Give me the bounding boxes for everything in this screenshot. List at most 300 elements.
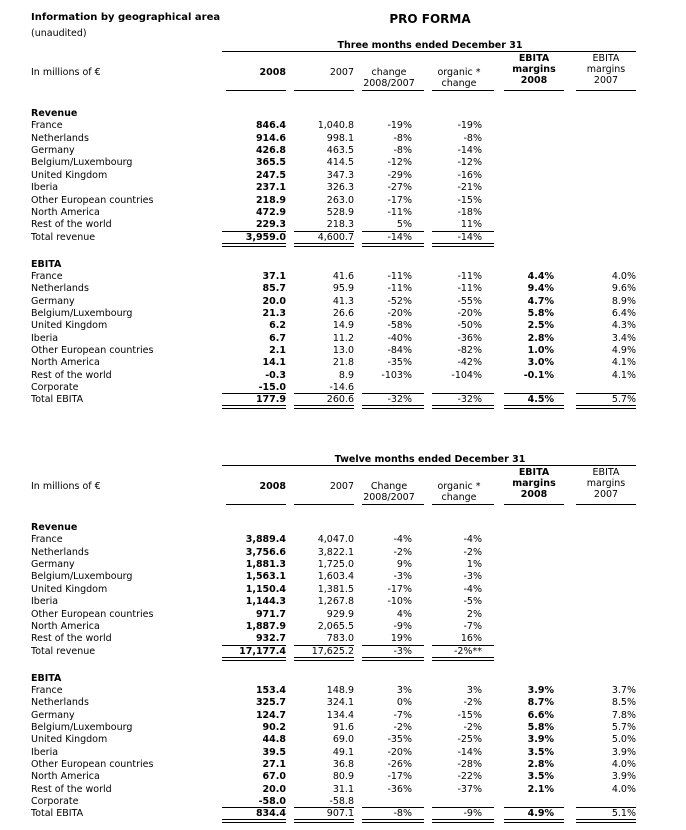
margin-2007-value: 3.9% [611, 746, 636, 758]
row-label: North America [31, 620, 100, 632]
row-label: Iberia [31, 596, 59, 608]
change-value: -35% [387, 734, 412, 746]
header-underline [576, 90, 636, 91]
value-2008: 124.7 [255, 709, 286, 721]
organic-change-value: -15% [457, 709, 482, 721]
value-2007: 26.6 [332, 308, 354, 319]
margin-2008-value: 8.7% [527, 697, 554, 709]
margin-2007-value: 4.1% [611, 369, 636, 381]
change-value: 5% [396, 219, 412, 231]
total-ebita-margin-2007: 5.7% [611, 394, 636, 406]
value-2007: 463.5 [326, 145, 354, 157]
value-2008: 218.9 [255, 194, 286, 206]
value-2008: 237.1 [255, 182, 286, 194]
total-revenue-organic: -2%** [454, 645, 482, 657]
row-label: France [31, 270, 63, 282]
margin-2008-value: 6.6% [527, 709, 554, 721]
row-label: Belgium/Luxembourg [31, 308, 133, 319]
margin-2008-value: 2.8% [527, 759, 554, 770]
organic-change-header: change [441, 492, 477, 503]
margin-2007-value: 9.6% [611, 283, 636, 295]
value-2007: 218.3 [326, 219, 354, 231]
row-label: United Kingdom [31, 320, 108, 332]
value-2008: 1,881.3 [245, 559, 286, 571]
row-label: Other European countries [31, 608, 154, 620]
change-value: -20% [387, 308, 412, 319]
total-double-line [294, 657, 354, 661]
row-label: North America [31, 771, 100, 783]
value-2008: 365.5 [255, 157, 286, 169]
organic-change-value: 3% [466, 684, 482, 696]
value-2008: 426.8 [255, 145, 286, 157]
total-revenue-label: Total revenue [31, 645, 96, 657]
change-value: 0% [396, 697, 412, 709]
value-2008: 37.1 [262, 270, 286, 282]
change-value: -10% [387, 596, 412, 608]
margin-2008-value: 2.5% [527, 320, 554, 332]
value-2007: 528.9 [326, 206, 354, 218]
total-double-line [222, 819, 286, 823]
margin-2007-value: 4.9% [611, 345, 636, 356]
value-2008: 932.7 [255, 633, 286, 645]
organic-change-value: -21% [457, 182, 482, 194]
row-label: France [31, 120, 63, 132]
row-label: Iberia [31, 332, 59, 344]
organic-change-value: -22% [457, 771, 482, 783]
row-label: France [31, 534, 63, 546]
value-2008: 846.4 [255, 120, 286, 132]
year-2008-header: 2008 [259, 481, 286, 492]
change-value: -84% [387, 345, 412, 356]
value-2007: 95.9 [332, 283, 354, 295]
row-label: Rest of the world [31, 633, 112, 645]
organic-change-value: -25% [457, 734, 482, 746]
organic-change-value: -16% [457, 169, 482, 181]
year-2008-header: 2008 [259, 67, 286, 78]
ebita-heading: EBITA [31, 258, 62, 270]
value-2007: 1,381.5 [317, 583, 354, 595]
value-2007: 31.1 [332, 783, 354, 795]
organic-change-value: -50% [457, 320, 482, 332]
row-label: North America [31, 357, 100, 369]
change-value: 3% [396, 684, 412, 696]
ebita-margins-2007-header: EBITA [592, 53, 620, 64]
organic-change-value: -55% [457, 295, 482, 307]
organic-change-value: -15% [457, 194, 482, 206]
total-revenue-change: -3% [393, 645, 412, 657]
organic-change-value: -14% [457, 746, 482, 758]
unit-label: In millions of € [31, 481, 101, 492]
value-2007: 148.9 [326, 684, 354, 696]
change-value: -19% [387, 120, 412, 132]
change-value: -11% [387, 270, 412, 282]
row-label: Netherlands [31, 697, 89, 709]
total-ebita-margin-2008: 4.5% [527, 394, 554, 406]
pro-forma-title: PRO FORMA [389, 12, 471, 26]
doc-subtitle: (unaudited) [31, 28, 87, 39]
year-2007-header: 2007 [329, 481, 354, 492]
row-label: United Kingdom [31, 169, 108, 181]
value-2008: 914.6 [255, 132, 286, 144]
margin-2007-value: 6.4% [611, 308, 636, 319]
value-2008: 6.7 [269, 332, 286, 344]
organic-change-value: -4% [463, 534, 482, 546]
organic-change-value: -2% [463, 722, 482, 733]
ebita-heading: EBITA [31, 672, 62, 684]
change-value: 19% [390, 633, 412, 645]
total-double-line [432, 243, 494, 247]
value-2008: 21.3 [262, 308, 286, 319]
total-ebita-margin-2008: 4.9% [527, 808, 554, 820]
row-label: United Kingdom [31, 734, 108, 746]
period-underline [222, 51, 636, 52]
organic-change-value: -20% [457, 308, 482, 319]
value-2007: 91.6 [332, 722, 354, 733]
total-double-line [504, 405, 564, 409]
organic-change-value: 1% [466, 559, 482, 571]
margin-2008-value: 3.0% [527, 357, 554, 369]
value-2008: 153.4 [255, 684, 286, 696]
value-2007: 929.9 [326, 608, 354, 620]
value-2008: 44.8 [262, 734, 286, 746]
total-revenue-organic: -14% [457, 231, 482, 243]
organic-change-header: organic * [437, 481, 481, 492]
margin-2007-value: 3.7% [611, 684, 636, 696]
row-label: Netherlands [31, 132, 89, 144]
row-label: France [31, 684, 63, 696]
margin-2007-value: 5.0% [611, 734, 636, 746]
value-2008: 14.1 [262, 357, 286, 369]
row-label: Rest of the world [31, 369, 112, 381]
change-value: 9% [396, 559, 412, 571]
row-label: Corporate [31, 382, 79, 394]
row-label: Germany [31, 709, 75, 721]
value-2007: 69.0 [332, 734, 354, 746]
row-label: Netherlands [31, 546, 89, 558]
total-ebita-label: Total EBITA [31, 394, 84, 406]
change-value: -17% [387, 583, 412, 595]
row-label: Germany [31, 295, 75, 307]
total-revenue-2007: 4,600.7 [317, 231, 354, 243]
total-double-line [294, 819, 354, 823]
change-value: -20% [387, 746, 412, 758]
total-double-line [576, 405, 636, 409]
total-double-line [294, 243, 354, 247]
total-ebita-2007: 907.1 [326, 808, 354, 820]
organic-change-value: -3% [463, 571, 482, 583]
value-2007: 134.4 [326, 709, 354, 721]
change-value: 4% [396, 608, 412, 620]
row-label: Other European countries [31, 345, 154, 356]
margin-2007-value: 3.4% [611, 332, 636, 344]
change-value: -2% [393, 722, 412, 733]
change-header: Change [370, 481, 408, 492]
value-2008: 3,756.6 [245, 546, 286, 558]
row-label: Corporate [31, 796, 79, 808]
value-2007: 414.5 [326, 157, 354, 169]
ebita-margins-2007-header: EBITA [592, 467, 620, 478]
total-double-line [432, 819, 494, 823]
value-2007: 80.9 [332, 771, 354, 783]
value-2008: 2.1 [269, 345, 286, 356]
row-label: Belgium/Luxembourg [31, 571, 133, 583]
margin-2007-value: 8.5% [611, 697, 636, 709]
margin-2008-value: 9.4% [527, 283, 554, 295]
header-underline [504, 504, 564, 505]
margin-2008-value: 4.4% [527, 270, 554, 282]
row-label: Rest of the world [31, 219, 112, 231]
header-underline [226, 90, 286, 91]
organic-change-header: change [441, 78, 477, 89]
margin-2007-value: 4.0% [611, 783, 636, 795]
value-2008: 27.1 [262, 759, 286, 770]
change-value: -17% [387, 194, 412, 206]
value-2008: 247.5 [255, 169, 286, 181]
row-label: Rest of the world [31, 783, 112, 795]
ebita-margins-2008-header: EBITA [518, 467, 550, 478]
change-value: -12% [387, 157, 412, 169]
total-ebita-label: Total EBITA [31, 808, 84, 820]
change-value: -8% [393, 145, 412, 157]
change-value: -11% [387, 206, 412, 218]
organic-change-value: 11% [460, 219, 482, 231]
change-value: -4% [393, 534, 412, 546]
value-2007: 41.3 [332, 295, 354, 307]
value-2007: -14.6 [329, 382, 354, 394]
period-underline [222, 465, 636, 466]
value-2008: 67.0 [262, 771, 286, 783]
organic-change-value: -28% [457, 759, 482, 770]
organic-change-value: -7% [463, 620, 482, 632]
change-value: -3% [393, 571, 412, 583]
revenue-heading: Revenue [31, 522, 78, 533]
total-ebita-2008: 177.9 [255, 394, 286, 406]
organic-change-value: -11% [457, 283, 482, 295]
value-2007: 263.0 [326, 194, 354, 206]
change-value: -40% [387, 332, 412, 344]
row-label: North America [31, 206, 100, 218]
year-2007-header: 2007 [329, 67, 354, 78]
header-underline [226, 504, 286, 505]
total-ebita-organic: -9% [463, 808, 482, 820]
total-double-line [222, 657, 286, 661]
margin-2008-value: 2.8% [527, 332, 554, 344]
change-value: -17% [387, 771, 412, 783]
value-2007: 1,603.4 [317, 571, 354, 583]
margin-2007-value: 3.9% [611, 771, 636, 783]
period-heading: Twelve months ended December 31 [334, 454, 526, 465]
revenue-heading: Revenue [31, 108, 78, 119]
value-2007: 1,040.8 [317, 120, 354, 132]
organic-change-value: -42% [457, 357, 482, 369]
margin-2007-value: 5.7% [611, 722, 636, 733]
unit-label: In millions of € [31, 67, 101, 78]
value-2008: 1,150.4 [245, 583, 286, 595]
ebita-margins-2008-header: 2008 [520, 75, 548, 86]
margin-2007-value: 4.1% [611, 357, 636, 369]
total-double-line [362, 819, 424, 823]
row-label: Iberia [31, 182, 59, 194]
value-2008: -0.3 [265, 369, 286, 381]
ebita-margins-2008-header: EBITA [518, 53, 550, 64]
ebita-margins-2007-header: 2007 [593, 75, 619, 86]
value-2007: 998.1 [326, 132, 354, 144]
organic-change-value: 2% [466, 608, 482, 620]
change-value: -26% [387, 759, 412, 770]
value-2007: 14.9 [332, 320, 354, 332]
value-2008: 229.3 [255, 219, 286, 231]
margin-2008-value: 1.0% [527, 345, 554, 356]
period-heading: Three months ended December 31 [337, 40, 523, 51]
value-2007: 8.9 [338, 369, 354, 381]
value-2008: 90.2 [262, 722, 286, 733]
value-2008: 1,144.3 [245, 596, 286, 608]
ebita-margins-2008-header: margins [512, 478, 556, 489]
row-label: United Kingdom [31, 583, 108, 595]
margin-2007-value: 4.0% [611, 270, 636, 282]
header-underline [432, 504, 494, 505]
margin-2008-value: 3.9% [527, 734, 554, 746]
total-double-line [362, 405, 424, 409]
value-2007: 1,725.0 [317, 559, 354, 571]
organic-change-value: -2% [463, 697, 482, 709]
row-label: Germany [31, 559, 75, 571]
margin-2008-value: 3.5% [527, 746, 554, 758]
header-underline [362, 90, 424, 91]
organic-change-value: -12% [457, 157, 482, 169]
total-ebita-change: -8% [393, 808, 412, 820]
value-2007: 2,065.5 [317, 620, 354, 632]
change-header: 2008/2007 [363, 492, 415, 503]
header-underline [294, 504, 354, 505]
total-revenue-2008: 3,959.0 [245, 231, 286, 243]
organic-change-value: -104% [451, 369, 482, 381]
change-value: -103% [381, 369, 412, 381]
value-2007: 36.8 [332, 759, 354, 770]
row-label: Germany [31, 145, 75, 157]
change-header: change [371, 67, 407, 78]
margin-2008-value: 4.7% [527, 295, 554, 307]
value-2008: -15.0 [258, 382, 286, 394]
total-revenue-change: -14% [387, 231, 412, 243]
total-double-line [222, 243, 286, 247]
organic-change-value: -18% [457, 206, 482, 218]
value-2008: 472.9 [255, 206, 286, 218]
margin-2008-value: 5.8% [527, 308, 554, 319]
value-2008: 6.2 [269, 320, 286, 332]
margin-2008-value: -0.1% [523, 369, 554, 381]
row-label: Belgium/Luxembourg [31, 722, 133, 733]
organic-change-value: -36% [457, 332, 482, 344]
organic-change-header: organic * [437, 67, 481, 78]
total-double-line [362, 657, 424, 661]
total-double-line [432, 657, 494, 661]
ebita-margins-2007-header: margins [586, 478, 626, 489]
value-2007: 783.0 [326, 633, 354, 645]
value-2007: 1,267.8 [317, 596, 354, 608]
header-underline [294, 90, 354, 91]
value-2007: 21.8 [332, 357, 354, 369]
total-ebita-2008: 834.4 [255, 808, 286, 820]
value-2008: 85.7 [262, 283, 286, 295]
value-2008: 39.5 [262, 746, 286, 758]
total-double-line [362, 243, 424, 247]
change-value: -11% [387, 283, 412, 295]
ebita-margins-2007-header: 2007 [593, 489, 619, 500]
total-double-line [432, 405, 494, 409]
total-double-line [576, 819, 636, 823]
value-2007: 11.2 [332, 332, 354, 344]
margin-2008-value: 5.8% [527, 722, 554, 733]
value-2007: 49.1 [332, 746, 354, 758]
value-2007: 13.0 [332, 345, 354, 356]
value-2008: 1,563.1 [245, 571, 286, 583]
value-2008: -58.0 [258, 796, 286, 808]
total-double-line [294, 405, 354, 409]
organic-change-value: -5% [463, 596, 482, 608]
change-value: -36% [387, 783, 412, 795]
total-double-line [504, 819, 564, 823]
ebita-margins-2008-header: 2008 [520, 489, 548, 500]
organic-change-value: -2% [463, 546, 482, 558]
value-2007: 3,822.1 [317, 546, 354, 558]
total-revenue-label: Total revenue [31, 231, 96, 243]
value-2007: 326.3 [326, 182, 354, 194]
total-double-line [222, 405, 286, 409]
value-2007: 41.6 [332, 270, 354, 282]
organic-change-value: -82% [457, 345, 482, 356]
total-ebita-change: -32% [387, 394, 412, 406]
total-ebita-2007: 260.6 [326, 394, 354, 406]
row-label: Iberia [31, 746, 59, 758]
header-underline [432, 90, 494, 91]
total-revenue-2008: 17,177.4 [239, 645, 286, 657]
change-value: -27% [387, 182, 412, 194]
change-value: -35% [387, 357, 412, 369]
row-label: Belgium/Luxembourg [31, 157, 133, 169]
value-2007: -58.8 [329, 796, 354, 808]
margin-2008-value: 3.9% [527, 684, 554, 696]
organic-change-value: 16% [460, 633, 482, 645]
row-label: Other European countries [31, 194, 154, 206]
ebita-margins-2008-header: margins [512, 64, 556, 75]
margin-2008-value: 3.5% [527, 771, 554, 783]
margin-2007-value: 8.9% [611, 295, 636, 307]
organic-change-value: -8% [463, 132, 482, 144]
change-value: -52% [387, 295, 412, 307]
organic-change-value: -4% [463, 583, 482, 595]
organic-change-value: -19% [457, 120, 482, 132]
header-underline [362, 504, 424, 505]
header-underline [504, 90, 564, 91]
row-label: Netherlands [31, 283, 89, 295]
margin-2008-value: 2.1% [527, 783, 554, 795]
change-value: -2% [393, 546, 412, 558]
value-2008: 325.7 [255, 697, 286, 709]
doc-title: Information by geographical area [31, 12, 221, 23]
value-2008: 1,887.9 [245, 620, 286, 632]
margin-2007-value: 4.3% [611, 320, 636, 332]
value-2007: 324.1 [326, 697, 354, 709]
change-value: -9% [393, 620, 412, 632]
change-value: -29% [387, 169, 412, 181]
value-2007: 4,047.0 [317, 534, 354, 546]
change-value: -8% [393, 132, 412, 144]
total-ebita-margin-2007: 5.1% [611, 808, 636, 820]
value-2008: 20.0 [262, 295, 286, 307]
organic-change-value: -14% [457, 145, 482, 157]
value-2007: 347.3 [326, 169, 354, 181]
